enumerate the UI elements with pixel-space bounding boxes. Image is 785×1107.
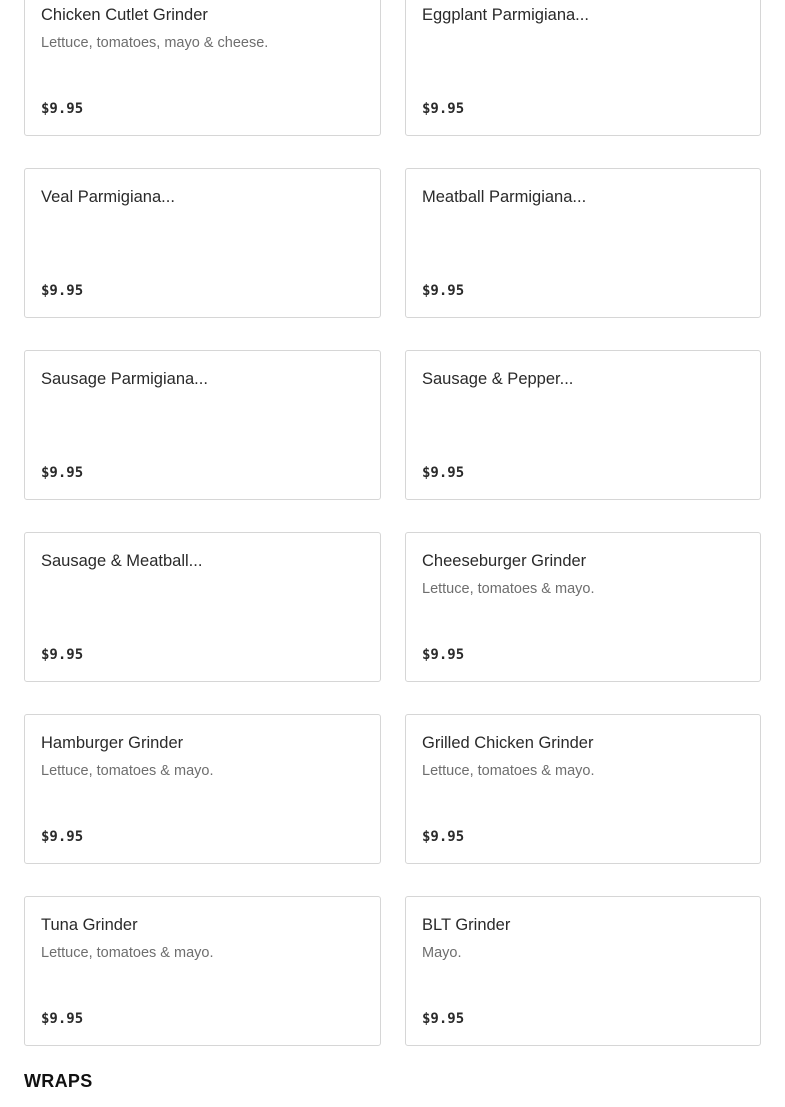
menu-item-card[interactable] bbox=[405, 896, 761, 1046]
menu-item-card[interactable] bbox=[24, 532, 381, 682]
menu-item-name: Grilled Chicken Grinder bbox=[422, 734, 594, 752]
menu-item-card[interactable] bbox=[24, 896, 381, 1046]
menu-item-price: $9.95 bbox=[41, 465, 84, 481]
menu-item-description: Lettuce, tomatoes & mayo. bbox=[41, 945, 214, 961]
menu-item-card[interactable] bbox=[24, 0, 381, 136]
menu-item-card[interactable] bbox=[405, 714, 761, 864]
menu-item-name: Hamburger Grinder bbox=[41, 734, 184, 752]
menu-item-price: $9.95 bbox=[422, 829, 465, 845]
menu-item-name: Eggplant Parmigiana... bbox=[422, 6, 589, 24]
menu-item-grid bbox=[24, 0, 761, 1046]
menu-item-name: Sausage & Pepper... bbox=[422, 370, 574, 388]
section-heading-wraps: WRAPS bbox=[24, 1071, 93, 1091]
menu-item-price: $9.95 bbox=[41, 829, 84, 845]
menu-item-card[interactable] bbox=[405, 532, 761, 682]
menu-item-card[interactable] bbox=[24, 168, 381, 318]
menu-item-name: Sausage Parmigiana... bbox=[41, 370, 208, 388]
menu-item-description: Lettuce, tomatoes & mayo. bbox=[41, 763, 214, 779]
menu-item-card[interactable] bbox=[24, 714, 381, 864]
menu-item-name: Cheeseburger Grinder bbox=[422, 552, 587, 570]
menu-item-description: Lettuce, tomatoes, mayo & cheese. bbox=[41, 35, 269, 51]
menu-item-description: Mayo. bbox=[422, 945, 462, 961]
menu-item-price: $9.95 bbox=[41, 1011, 84, 1027]
menu-item-price: $9.95 bbox=[422, 647, 465, 663]
menu-item-price: $9.95 bbox=[41, 101, 84, 117]
menu-item-card[interactable] bbox=[24, 350, 381, 500]
menu-item-card[interactable] bbox=[405, 350, 761, 500]
menu-item-price: $9.95 bbox=[422, 1011, 465, 1027]
menu-item-name: Veal Parmigiana... bbox=[41, 188, 175, 206]
menu-item-price: $9.95 bbox=[422, 465, 465, 481]
menu-item-price: $9.95 bbox=[41, 647, 84, 663]
menu-item-name: Tuna Grinder bbox=[41, 916, 138, 934]
menu-item-name: BLT Grinder bbox=[422, 916, 511, 934]
menu-item-price: $9.95 bbox=[41, 283, 84, 299]
menu-item-price: $9.95 bbox=[422, 101, 465, 117]
menu-item-name: Meatball Parmigiana... bbox=[422, 188, 587, 206]
menu-item-description: Lettuce, tomatoes & mayo. bbox=[422, 581, 595, 597]
menu-item-card[interactable] bbox=[405, 168, 761, 318]
menu-item-card[interactable] bbox=[405, 0, 761, 136]
menu-item-price: $9.95 bbox=[422, 283, 465, 299]
menu-item-description: Lettuce, tomatoes & mayo. bbox=[422, 763, 595, 779]
menu-item-name: Chicken Cutlet Grinder bbox=[41, 6, 208, 24]
menu-item-name: Sausage & Meatball... bbox=[41, 552, 203, 570]
